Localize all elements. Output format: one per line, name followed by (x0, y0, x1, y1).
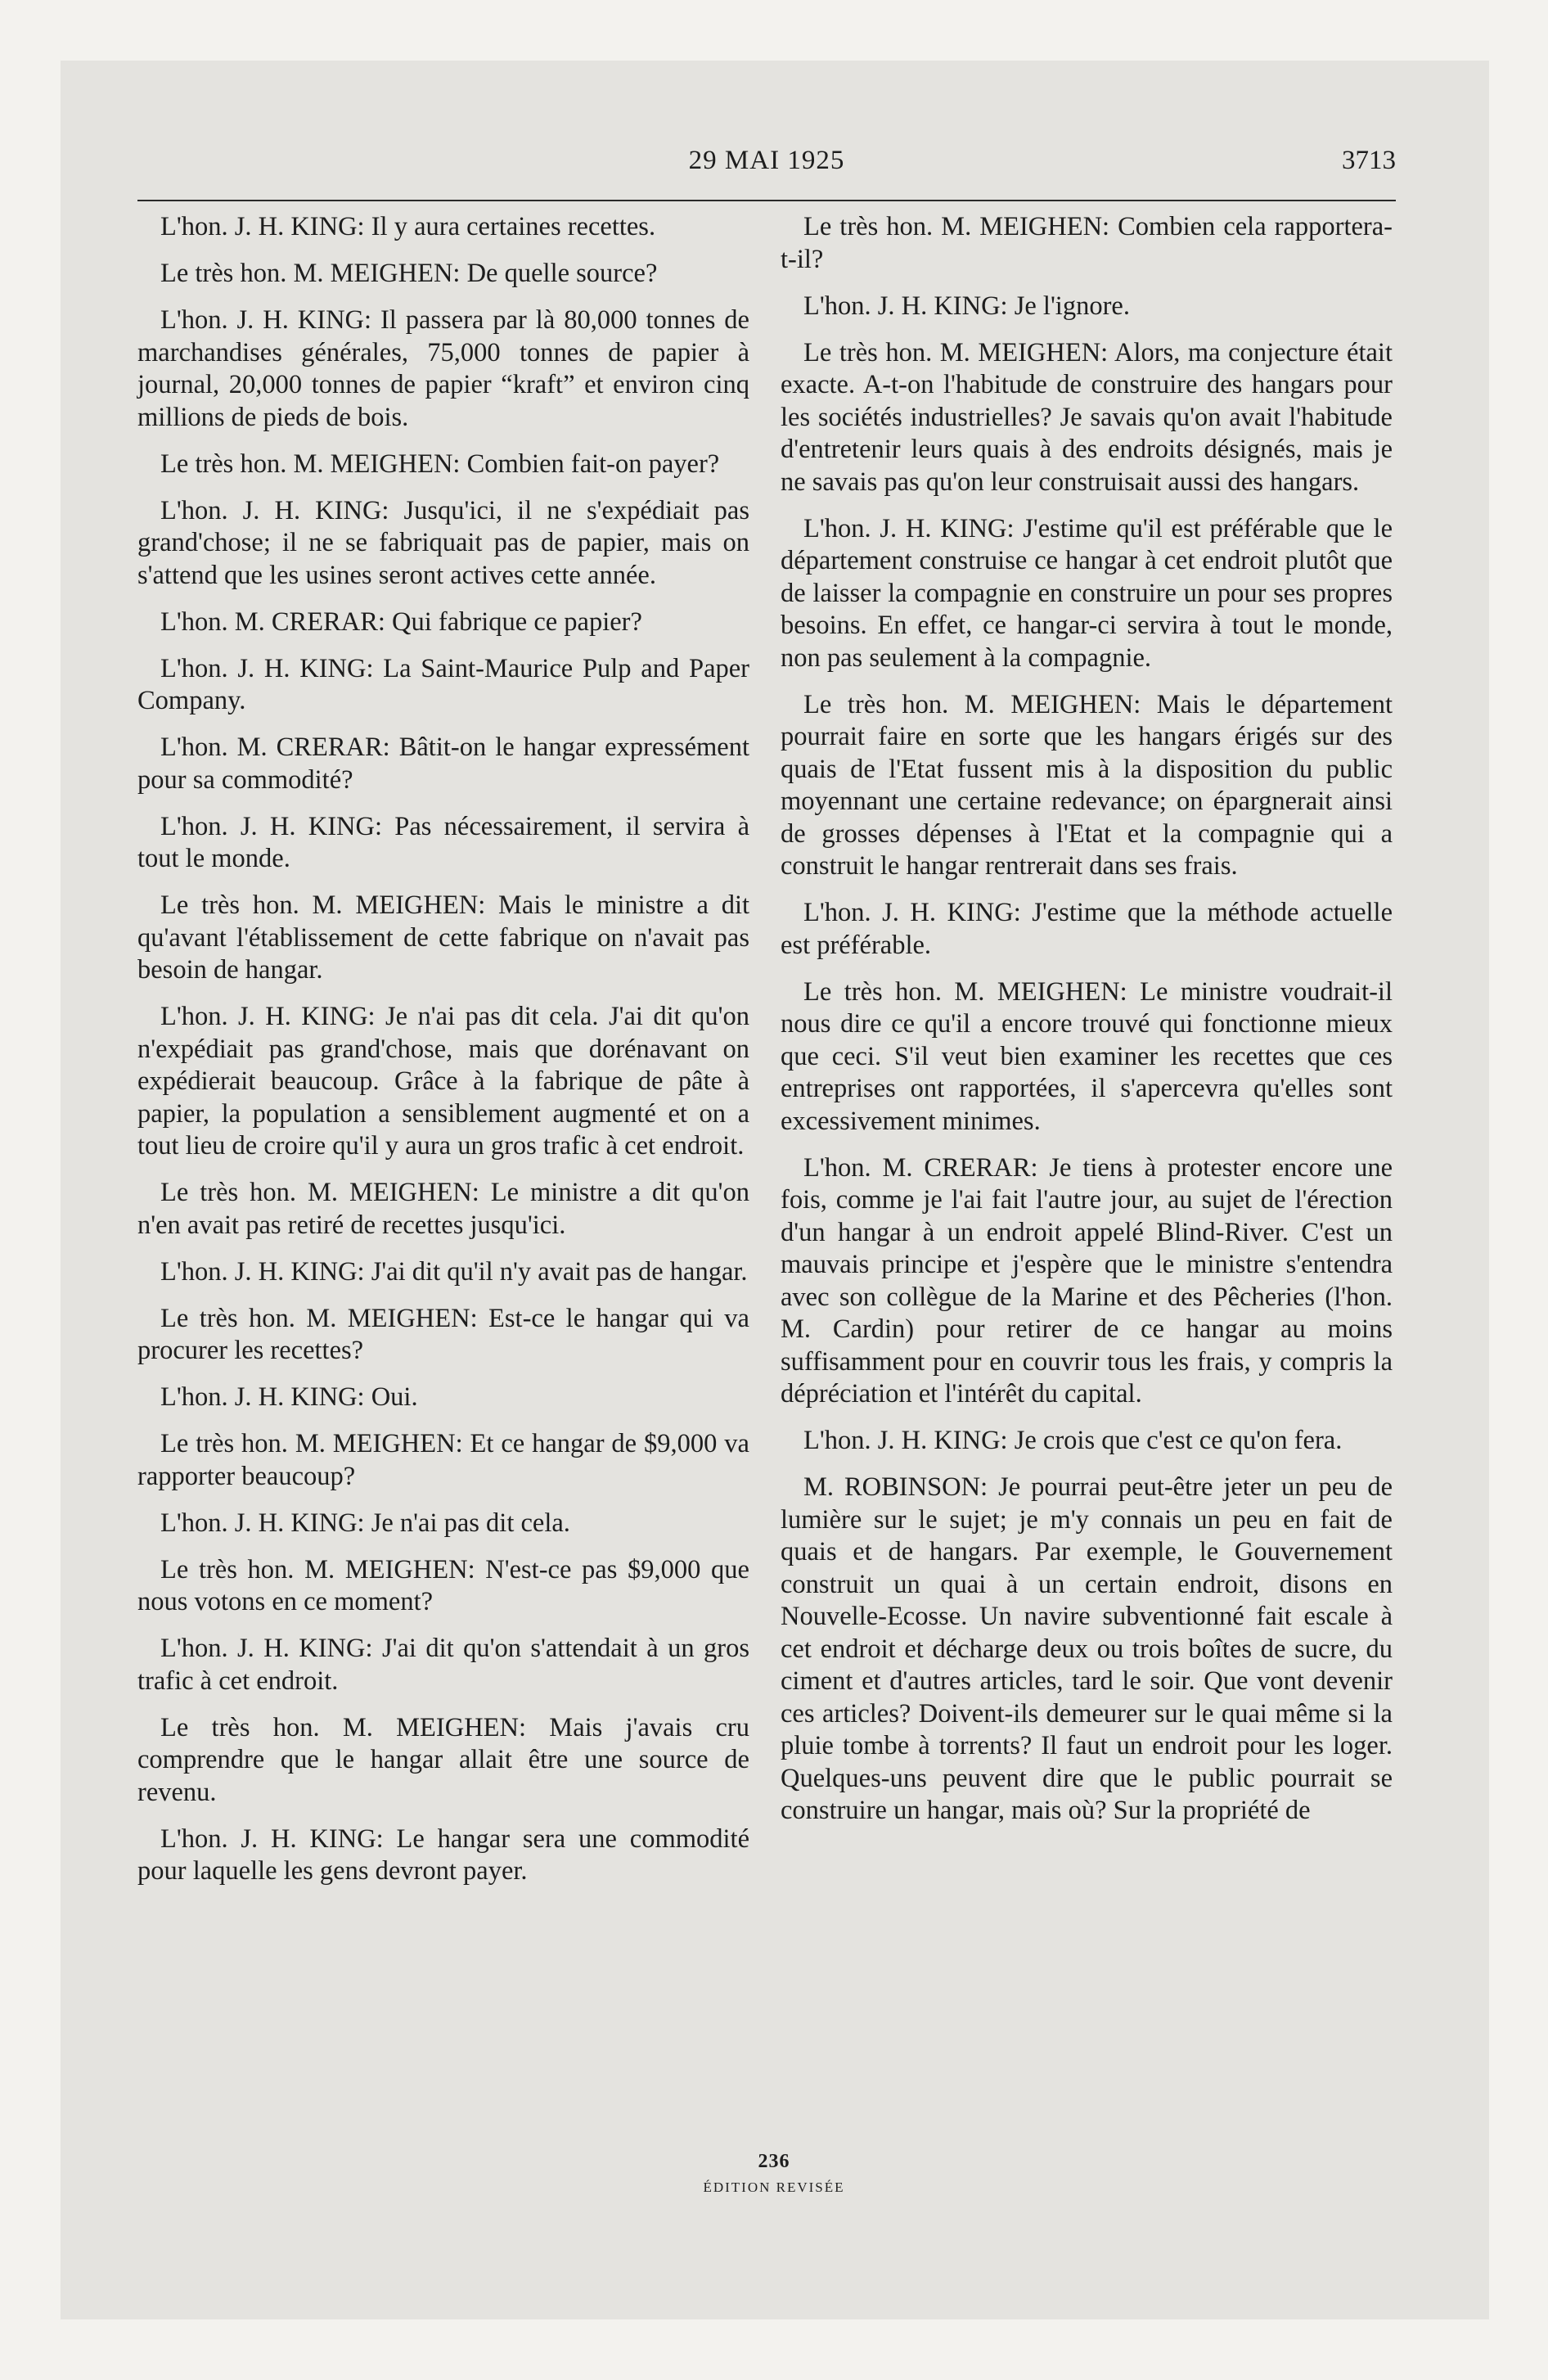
page-number: 3713 (1342, 146, 1396, 175)
signature-mark: 236 (758, 2151, 790, 2172)
paragraph: L'hon. J. H. KING: J'estime que la méthode actuelle est préférable. (781, 898, 1393, 960)
paragraph: Le très hon. M. MEIGHEN: Combien cela rapportera-t-il? (781, 212, 1393, 274)
page-date: 29 MAI 1925 (688, 146, 845, 175)
paragraph: Le très hon. M. MEIGHEN: Alors, ma conjecture était exacte. A-t-on l'habitude de construire des hangars pour les sociétés industrielles? Je savais qu'on avait l'habitude d'entretenir leurs quais à des endroits désignés, mais je ne savais pas qu'on leur construisait aussi des hangars. (781, 337, 1393, 497)
paragraph: L'hon. J. H. KING: Le hangar sera une commodité pour laquelle les gens devront payer. (137, 1823, 749, 1886)
paragraph: Le très hon. M. MEIGHEN: De quelle source? (160, 259, 658, 288)
page-header (137, 146, 1396, 192)
paragraph: Le très hon. M. MEIGHEN: N'est-ce pas $9,000 que nous votons en ce moment? (137, 1554, 749, 1616)
paragraph: L'hon. J. H. KING: Il y aura certaines recettes. (160, 212, 656, 241)
paragraph: Le très hon. M. MEIGHEN: Combien fait-on payer? (160, 449, 720, 479)
paragraph: L'hon. J. H. KING: Je crois que c'est ce qu'on fera. (803, 1426, 1343, 1455)
page-footer (0, 2151, 1548, 2196)
right-column (781, 211, 1393, 1841)
paragraph: L'hon. J. H. KING: Je l'ignore. (803, 291, 1130, 321)
paragraph: Le très hon. M. MEIGHEN: Le ministre voudrait-il nous dire ce qu'il a encore trouvé qui fonctionne mieux que ceci. S'il veut bien examiner les recettes que ces entreprises ont rapportées, il s'apercevra qu'elles sont excessivement minimes. (781, 976, 1393, 1136)
paragraph: L'hon. J. H. KING: Je n'ai pas dit cela. (160, 1508, 570, 1538)
paragraph: M. ROBINSON: Je pourrai peut-être jeter un peu de lumière sur le sujet; je m'y connais un peu en fait de quais et de hangars. Par exemple, le Gouvernement construit un quai à un certain endroit, disons en Nouvelle-Ecosse. Un navire subventionné fait escale à cet endroit et décharge deux ou trois boîtes de sucre, du ciment et d'autres articles, tard le soir. Que vont devenir ces articles? Doivent-ils demeurer sur le quai même si la pluie tombe à torrents? Il faut un endroit pour les loger. Quelques-uns peuvent dire que le public pourrait se construire un hangar, mais où? Sur la propriété de (781, 1472, 1393, 1825)
paragraph: L'hon. M. CRERAR: Qui fabrique ce papier? (160, 606, 642, 637)
paragraph: L'hon. J. H. KING: Je n'ai pas dit cela. J'ai dit qu'on n'expédiait pas grand'chose, mais que dorénavant on expédierait beaucoup. Grâce à la fabrique de pâte à papier, la population a sensiblement augmenté et on a tout lieu de croire qu'il y aura un gros trafic à cet endroit. (137, 1002, 749, 1161)
paragraph: L'hon. J. H. KING: J'ai dit qu'on s'attendait à un gros trafic à cet endroit. (137, 1634, 749, 1696)
paragraph: L'hon. M. CRERAR: Bâtit-on le hangar expressément pour sa commodité? (137, 732, 749, 795)
paragraph: L'hon. M. CRERAR: Je tiens à protester encore une fois, comme je l'ai fait l'autre jour, au sujet de l'érection d'un hangar à un endroit appelé Blind-River. C'est un mauvais principe et j'espère que le ministre s'entendra avec son collègue de la Marine et des Pêcheries (l'hon. M. Cardin) pour retirer de ce hangar au moins suffisamment pour en couvrir tous les frais, y compris la dépréciation et l'intérêt du capital. (781, 1152, 1393, 1409)
left-column (137, 211, 749, 1902)
paragraph: L'hon. J. H. KING: Jusqu'ici, il ne s'expédiait pas grand'chose; il ne se fabriquait pas de papier, mais on s'attend que les usines seront actives cette année. (137, 495, 749, 590)
paragraph: Le très hon. M. MEIGHEN: Mais le département pourrait faire en sorte que les hangars érigés sur des quais de l'Etat fussent mis à la disposition du public moyennant une certaine redevance; on épargnerait ainsi de grosses dépenses à l'Etat et la compagnie qui a construit le hangar rentrerait dans ses frais. (781, 689, 1393, 881)
paragraph: L'hon. J. H. KING: J'estime qu'il est préférable que le département construise ce hangar à cet endroit plutôt que de laisser la compagnie en construire un pour ses propres besoins. En effet, ce hangar-ci servira à tout le monde, non pas seulement à la compagnie. (781, 513, 1393, 673)
paragraph: Le très hon. M. MEIGHEN: Le ministre a dit qu'on n'en avait pas retiré de recettes jusqu'ici. (137, 1178, 749, 1240)
paragraph: L'hon. J. H. KING: Pas nécessairement, il servira à tout le monde. (137, 811, 749, 873)
header-rule (137, 200, 1396, 201)
paragraph: Le très hon. M. MEIGHEN: Est-ce le hangar qui va procurer les recettes? (137, 1303, 749, 1365)
paragraph: L'hon. J. H. KING: Il passera par là 80,000 tonnes de marchandises générales, 75,000 tonnes de papier à journal, 20,000 tonnes de papier “kraft” et environ cinq millions de pieds de bois. (137, 305, 749, 432)
paragraph: L'hon. J. H. KING: Oui. (160, 1382, 418, 1412)
paragraph: L'hon. J. H. KING: La Saint-Maurice Pulp and Paper Company. (137, 653, 749, 715)
paragraph: Le très hon. M. MEIGHEN: Mais j'avais cru comprendre que le hangar allait être une source de revenu. (137, 1712, 749, 1807)
paragraph: Le très hon. M. MEIGHEN: Mais le ministre a dit qu'avant l'établissement de cette fabrique on n'avait pas besoin de hangar. (137, 890, 749, 985)
edition-label: ÉDITION REVISÉE (703, 2179, 845, 2195)
paragraph: Le très hon. M. MEIGHEN: Et ce hangar de $9,000 va rapporter beaucoup? (137, 1429, 749, 1491)
paragraph: L'hon. J. H. KING: J'ai dit qu'il n'y avait pas de hangar. (160, 1256, 748, 1287)
